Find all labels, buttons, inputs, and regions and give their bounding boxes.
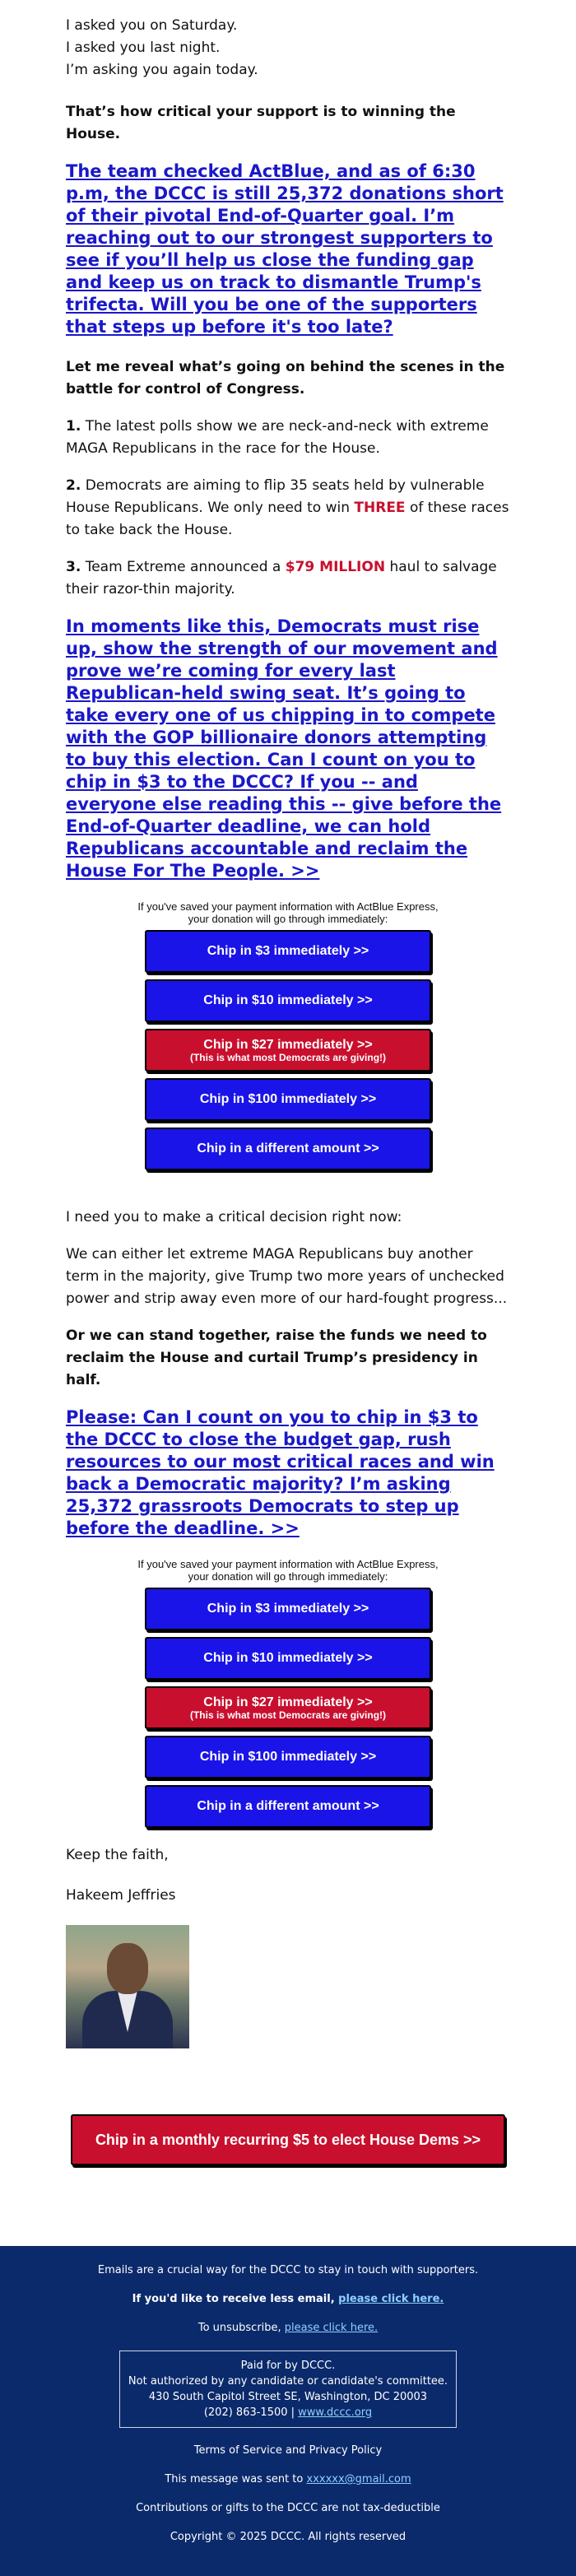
paid-for-box	[119, 2350, 457, 2428]
point-1	[66, 416, 510, 460]
point-highlight: THREE	[354, 500, 406, 516]
chip-in-other-button[interactable]	[145, 1128, 431, 1170]
point-3	[66, 556, 510, 601]
either-text: We can either let extreme MAGA Republicans buy another term in the majority, give Trump two more years of unchecked power and strip away even more of our hard-fought progress...	[66, 1246, 508, 1307]
donate-link-budget-gap[interactable]: Please: Can I count on you to chip in $3 to the DCCC to close the budget gap, rush resources to our most critical races and win back a Democratic majority? I’m asking 25,372 grassroots Democrats to step up before the deadline. >>	[66, 1407, 495, 1538]
express-note-line: your donation will go through immediately:	[188, 913, 388, 925]
point-number: 2.	[66, 477, 81, 494]
button-label: Chip in $27 immediately >>	[203, 1695, 373, 1709]
footer	[0, 2246, 576, 2576]
point-text: The latest polls show we are neck-and-neck with extreme MAGA Republicans in the race for the House.	[66, 418, 489, 457]
signer-photo	[66, 1925, 189, 2048]
point-text: of these races to take back the House.	[66, 500, 509, 538]
button-label: Chip in $100 immediately >>	[199, 1092, 377, 1106]
donate-link-rise-up[interactable]: In moments like this, Democrats must rise up, show the strength of our movement and prove we’re coming for every last Republican-held swing seat. It’s going to take every one of us chipping in to compete with the GOP billionaire donors attempting to buy this election. Can I count on you to chip in $3 to the DCCC? If you -- and everyone else reading this -- give before the End-of-Quarter deadline, we can hold Republicans accountable and reclaim the House For The People. >>	[66, 616, 502, 881]
recipient-email-link[interactable]: xxxxxx@gmail.com	[306, 2473, 411, 2485]
signature-block	[66, 1844, 510, 1907]
less-email-line	[33, 2293, 543, 2305]
point-text: Team Extreme announced a	[85, 559, 286, 575]
sent-to-line	[33, 2473, 543, 2485]
express-note-line: If you've saved your payment information with ActBlue Express,	[137, 1558, 439, 1570]
point-text: Democrats are aiming to flip 35 seats held by vulnerable House Republicans. We only need to win	[66, 477, 485, 516]
express-note	[66, 1558, 510, 1583]
intro-line: I’m asking you again today.	[66, 62, 258, 78]
button-label: Chip in a different amount >>	[197, 1142, 379, 1155]
terms-link[interactable]: Terms of Service and Privacy Policy	[193, 2444, 383, 2457]
address-line: 430 South Capitol Street SE, Washington, DC 20003	[148, 2391, 428, 2403]
button-sublabel: (This is what most Democrats are giving!)	[189, 1709, 387, 1721]
express-note-line: your donation will go through immediately:	[188, 1570, 388, 1583]
point-number: 1.	[66, 418, 81, 435]
button-label: Chip in $10 immediately >>	[203, 1651, 373, 1665]
chip-in-other-button[interactable]	[145, 1785, 431, 1828]
button-sublabel: (This is what most Democrats are giving!)	[189, 1051, 387, 1063]
reveal-heading: Let me reveal what’s going on behind the scenes in the battle for control of Congress.	[66, 359, 505, 398]
chip-in-3-button[interactable]	[145, 930, 431, 973]
chip-in-27-button[interactable]	[145, 1686, 431, 1729]
photo-head	[107, 1943, 148, 1994]
decision-text: I need you to make a critical decision right now:	[66, 1209, 402, 1225]
unsubscribe-line	[33, 2322, 543, 2334]
chip-in-100-button[interactable]	[145, 1078, 431, 1121]
intro-line: I asked you on Saturday.	[66, 17, 238, 34]
intro-line: I asked you last night.	[66, 40, 221, 56]
donation-buttons	[66, 1588, 510, 1834]
paid-line: Paid for by DCCC.	[240, 2360, 336, 2372]
unsubscribe-text: To unsubscribe,	[197, 2322, 285, 2334]
paid-line: Not authorized by any candidate or candidate's committee.	[128, 2375, 448, 2388]
contact-line	[125, 2405, 451, 2420]
together-text: Or we can stand together, raise the funds we need to reclaim the House and curtail Trump’s presidency in half.	[66, 1328, 487, 1388]
express-note-line: If you've saved your payment information with ActBlue Express,	[137, 900, 439, 913]
button-label: Chip in $100 immediately >>	[199, 1750, 377, 1764]
button-label: Chip in $27 immediately >>	[203, 1037, 373, 1052]
chip-in-10-button[interactable]	[145, 979, 431, 1022]
tax-notice: Contributions or gifts to the DCCC are not tax-deductible	[136, 2502, 440, 2514]
button-label: Chip in a different amount >>	[197, 1799, 379, 1813]
phone-text: (202) 863-1500 |	[203, 2406, 299, 2419]
copyright: Copyright © 2025 DCCC. All rights reserved	[170, 2531, 406, 2543]
monthly-recurring-button[interactable]	[71, 2114, 505, 2165]
chip-in-100-button[interactable]	[145, 1736, 431, 1779]
unsubscribe-link[interactable]: please click here.	[284, 2322, 379, 2334]
monthly-button-row	[0, 2114, 576, 2172]
intro-block	[66, 15, 510, 81]
chip-in-27-button[interactable]	[145, 1029, 431, 1072]
point-text: haul to salvage their razor-thin majority.	[66, 559, 497, 598]
less-email-text: If you'd like to receive less email,	[132, 2293, 339, 2305]
donation-buttons	[66, 930, 510, 1177]
donate-link-actblue-goal[interactable]: The team checked ActBlue, and as of 6:30 p.m, the DCCC is still 25,372 donations short of their pivotal End-of-Quarter goal. I’m reaching out to our strongest supporters to see if you’ll help us close the funding gap and keep us on track to dismantle Trump's trifecta. Will you be one of the supporters that steps up before it's too late?	[66, 161, 504, 337]
sent-to-text: This message was sent to	[165, 2473, 307, 2485]
point-2	[66, 475, 510, 542]
chip-in-10-button[interactable]	[145, 1637, 431, 1680]
point-number: 3.	[66, 559, 81, 575]
less-email-link[interactable]: please click here.	[338, 2293, 444, 2305]
signature-name: Hakeem Jeffries	[66, 1887, 176, 1904]
button-label: Chip in $3 immediately >>	[207, 1602, 369, 1616]
button-label: Chip in a monthly recurring $5 to elect House Dems >>	[95, 2132, 481, 2148]
footer-intro: Emails are a crucial way for the DCCC to stay in touch with supporters.	[97, 2264, 479, 2276]
point-highlight: $79 MILLION	[285, 559, 386, 575]
chip-in-3-button[interactable]	[145, 1588, 431, 1630]
website-link[interactable]: www.dccc.org	[298, 2406, 373, 2419]
critical-statement: That’s how critical your support is to winning the House.	[66, 104, 456, 142]
express-note	[66, 900, 510, 925]
button-label: Chip in $10 immediately >>	[203, 993, 373, 1007]
signoff: Keep the faith,	[66, 1847, 169, 1863]
button-label: Chip in $3 immediately >>	[207, 944, 369, 958]
